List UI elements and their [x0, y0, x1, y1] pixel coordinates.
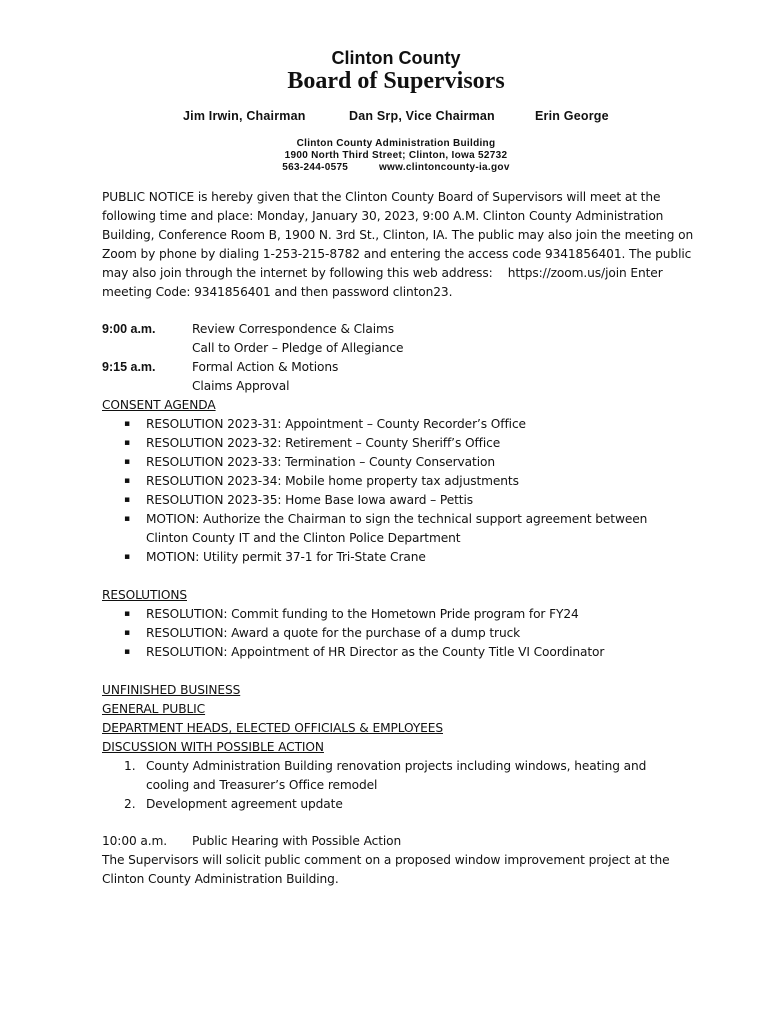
hearing-time: 10:00 a.m. — [102, 834, 168, 848]
bullet-icon: ▪ — [124, 476, 131, 486]
consent-agenda-heading: CONSENT AGENDA — [102, 398, 216, 412]
resolutions-heading: RESOLUTIONS — [102, 588, 187, 602]
consent-item: RESOLUTION 2023-31: Appointment – County Recorder’s Office — [146, 417, 526, 431]
general-public-heading: GENERAL PUBLIC — [102, 702, 206, 716]
schedule-item: Claims Approval — [192, 379, 290, 393]
consent-item: RESOLUTION 2023-35: Home Base Iowa award – Pettis — [146, 493, 473, 507]
notice-line: may also join through the internet by following this web address: https://zoom.us/join Enter — [102, 266, 663, 280]
county-title: Clinton County — [331, 48, 461, 68]
consent-item: RESOLUTION 2023-34: Mobile home property tax adjustments — [146, 474, 519, 488]
bullet-icon: ▪ — [124, 495, 131, 505]
bullet-icon: ▪ — [124, 609, 131, 619]
bullet-icon: ▪ — [124, 419, 131, 429]
notice-line: following time and place: Monday, January 30, 2023, 9:00 A.M. Clinton County Administration — [102, 209, 664, 223]
bullet-icon: ▪ — [124, 457, 131, 467]
schedule-time: 9:15 a.m. — [102, 360, 156, 374]
schedule-item: Call to Order – Pledge of Allegiance — [192, 341, 404, 355]
consent-item: MOTION: Utility permit 37-1 for Tri-State Crane — [146, 550, 426, 564]
consent-item-continued: Clinton County IT and the Clinton Police Department — [146, 531, 461, 545]
discussion-item: County Administration Building renovation projects including windows, heating and — [146, 759, 647, 773]
address-contact: 563-244-0575 www.clintoncounty-ia.gov — [282, 162, 510, 173]
consent-item: RESOLUTION 2023-33: Termination – County Conservation — [146, 455, 495, 469]
resolution-item: RESOLUTION: Appointment of HR Director as the County Title VI Coordinator — [146, 645, 605, 659]
hearing-description: The Supervisors will solicit public comment on a proposed window improvement project at the — [102, 853, 670, 867]
discussion-item-continued: cooling and Treasurer’s Office remodel — [146, 778, 378, 792]
notice-line: Building, Conference Room B, 1900 N. 3rd St., Clinton, IA. The public may also join the meeting on — [102, 228, 694, 242]
resolution-item: RESOLUTION: Commit funding to the Hometown Pride program for FY24 — [146, 607, 579, 621]
discussion-heading: DISCUSSION WITH POSSIBLE ACTION — [102, 740, 324, 754]
unfinished-business-heading: UNFINISHED BUSINESS — [102, 683, 241, 697]
address-street: 1900 North Third Street; Clinton, Iowa 52732 — [284, 150, 508, 161]
hearing-title: Public Hearing with Possible Action — [192, 834, 402, 848]
notice-line: PUBLIC NOTICE is hereby given that the Clinton County Board of Supervisors will meet at the — [102, 190, 661, 204]
supervisor-name: Erin George — [535, 109, 609, 123]
bullet-icon: ▪ — [124, 438, 131, 448]
schedule-item: Formal Action & Motions — [192, 360, 339, 374]
chairman-name: Jim Irwin, Chairman — [183, 109, 306, 123]
consent-item: MOTION: Authorize the Chairman to sign the technical support agreement between — [146, 512, 648, 526]
bullet-icon: ▪ — [124, 647, 131, 657]
notice-line: meeting Code: 9341856401 and then password clinton23. — [102, 285, 453, 299]
departments-heading: DEPARTMENT HEADS, ELECTED OFFICIALS & EMPLOYEES — [102, 721, 443, 735]
bullet-icon: ▪ — [124, 628, 131, 638]
bullet-icon: ▪ — [124, 552, 131, 562]
hearing-description: Clinton County Administration Building. — [102, 872, 339, 886]
board-title: Board of Supervisors — [287, 68, 505, 94]
schedule-item: Review Correspondence & Claims — [192, 322, 395, 336]
notice-line: Zoom by phone by dialing 1-253-215-8782 and entering the access code 9341856401. The public — [102, 247, 692, 261]
schedule-time: 9:00 a.m. — [102, 322, 156, 336]
consent-item: RESOLUTION 2023-32: Retirement – County Sheriff’s Office — [146, 436, 501, 450]
address-building: Clinton County Administration Building — [296, 138, 496, 149]
discussion-item: Development agreement update — [146, 797, 343, 811]
bullet-icon: ▪ — [124, 514, 131, 524]
resolution-item: RESOLUTION: Award a quote for the purchase of a dump truck — [146, 626, 521, 640]
discussion-number: 2. — [124, 797, 136, 811]
vice-chairman-name: Dan Srp, Vice Chairman — [349, 109, 495, 123]
discussion-number: 1. — [124, 759, 136, 773]
